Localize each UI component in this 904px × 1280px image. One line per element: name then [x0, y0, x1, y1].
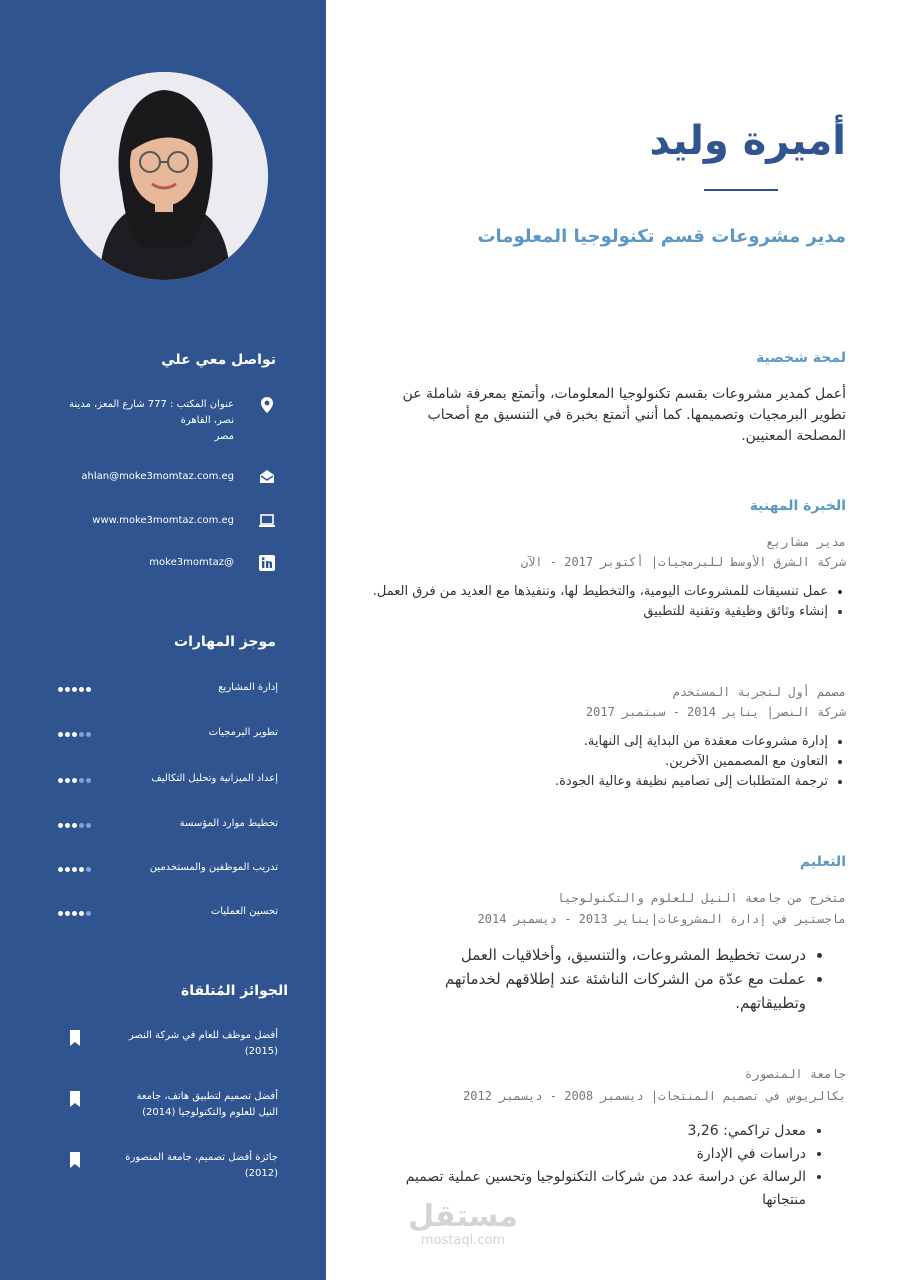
skill-dot	[65, 911, 70, 916]
profile-photo	[60, 72, 268, 280]
school-name: متخرج من جامعة النيل للعلوم والتكنولوجيا	[557, 891, 846, 905]
summary-text: أعمل كمدير مشروعات بقسم تكنولوجيا المعلومات، وأتمتع بمعرفة شاملة عن تطوير البرمجيات وتصميمها. كما أنني أتمتع بخبرة في التنسيق مع أصحاب المصلحة المعنيين.	[402, 386, 846, 444]
skill-dot	[86, 778, 91, 783]
contact-heading: تواصل معي علي	[161, 352, 276, 368]
job-role: مصمم أول لتجربة المستخدم	[672, 685, 846, 699]
profile-title: مدير مشروعات قسم تكنولوجيا المعلومات	[477, 226, 846, 247]
laptop-icon	[258, 512, 276, 530]
watermark	[398, 1200, 528, 1248]
school-degree: بكالريوس في تصميم المنتجات| ديسمبر 2008 - ديسمبر 2012	[463, 1089, 846, 1103]
skill-dot	[79, 823, 84, 828]
list-item: • إنشاء وثائق وظيفية وتقنية للتطبيق	[358, 602, 828, 622]
skill-dot	[65, 687, 70, 692]
skill-dot	[58, 911, 63, 916]
skill-dot	[65, 867, 70, 872]
email-icon	[258, 468, 276, 486]
award-line: النيل للعلوم والتكنولوجيا (2014)	[142, 1107, 278, 1118]
profile-name: أميرة وليد	[649, 118, 846, 164]
main-content	[326, 0, 904, 1280]
sidebar	[0, 0, 326, 1280]
skill-dot	[86, 867, 91, 872]
award-text	[103, 1028, 278, 1060]
skill-dot	[72, 778, 77, 783]
list-item: • عمل تنسيقات للمشروعات اليومية، والتخطيط لها، وتنفيذها مع العديد من فرق العمل.	[358, 582, 828, 602]
skill-dot	[72, 867, 77, 872]
linkedin-icon	[258, 554, 276, 572]
skill-name: تدريب الموظفين والمستخدمين	[149, 862, 278, 873]
school-degree: ماجستير في إدارة المشروعات|يناير 2013 - ديسمبر 2014	[477, 912, 846, 926]
award-text	[103, 1089, 278, 1121]
bookmark-icon	[70, 1152, 80, 1168]
award-line: جائزة أفضل تصميم، جامعة المنصورة	[125, 1152, 278, 1163]
list-item: • إدارة مشروعات معقدة من البداية إلى النهاية.	[358, 732, 828, 752]
school-bullets	[376, 943, 824, 1015]
skill-level-dots	[58, 778, 93, 784]
list-item: • دراسات في الإدارة	[366, 1143, 806, 1166]
award-line: أفضل موظف للعام في شركة النصر	[128, 1030, 278, 1041]
skill-dot	[65, 823, 70, 828]
summary-heading: لمحة شخصية	[756, 350, 846, 366]
skill-dot	[58, 867, 63, 872]
watermark-latin: mostaql.com	[420, 1233, 506, 1248]
award-text	[103, 1150, 278, 1182]
linkedin-handle[interactable]: moke3momtaz@	[149, 557, 234, 568]
list-item: • عملت مع عدّة من الشركات الناشئة عند إطلاقهم لخدماتهم وتطبيقاتهم.	[376, 967, 806, 1015]
list-item: • درست تخطيط المشروعات، والتنسيق، وأخلاقيات العمل	[376, 943, 806, 967]
skill-level-dots	[58, 911, 93, 917]
contact-address-text	[34, 397, 234, 445]
skill-dot	[58, 778, 63, 783]
awards-heading: الجوائز المُتلقاة	[180, 983, 288, 999]
location-pin-icon	[258, 396, 276, 414]
award-line: (2015)	[244, 1046, 278, 1057]
skill-dot	[65, 778, 70, 783]
contact-email[interactable]	[36, 468, 276, 518]
skill-dot	[86, 911, 91, 916]
job-company: شركة الشرق الأوسط للبرمجيات| أكتوبر 2017 - الآن	[520, 555, 846, 569]
skill-dot	[58, 687, 63, 692]
skill-dot	[58, 823, 63, 828]
list-item: • ترجمة المتطلبات إلى تصاميم نظيفة وعالية الجودة.	[358, 772, 828, 792]
skill-dot	[79, 732, 84, 737]
list-item: • معدل تراكمي: 3,26	[366, 1120, 806, 1143]
skill-row	[58, 682, 278, 698]
skill-dot	[58, 732, 63, 737]
skill-name: تخطيط موارد المؤسسة	[179, 818, 278, 829]
bookmark-icon	[70, 1091, 80, 1107]
contact-address-line: عنوان المكتب : 777 شارع المعز، مدينة	[69, 399, 234, 410]
skills-heading: موجز المهارات	[174, 634, 276, 650]
skill-row	[58, 862, 278, 878]
contact-address-line: مصر	[214, 431, 234, 442]
contact-linkedin[interactable]	[36, 554, 276, 604]
job-company: شركة النصر| يناير 2014 - سبتمبر 2017	[585, 705, 846, 719]
skill-level-dots	[58, 867, 93, 873]
skill-dot	[79, 687, 84, 692]
skill-name: تطوير البرمجيات	[208, 727, 278, 738]
skill-dot	[65, 732, 70, 737]
skill-name: تحسين العمليات	[210, 906, 278, 917]
skill-dot	[86, 823, 91, 828]
award-line: أفضل تصميم لتطبيق هاتف، جامعة	[136, 1091, 278, 1102]
award-line: (2012)	[244, 1168, 278, 1179]
skill-level-dots	[58, 823, 93, 829]
experience-heading: الخبرة المهنية	[749, 498, 846, 514]
skill-dot	[79, 778, 84, 783]
skill-row	[58, 727, 278, 743]
skill-dot	[79, 911, 84, 916]
list-item: • التعاون مع المصممين الآخرين.	[358, 752, 828, 772]
list-item: • الرسالة عن دراسة عدد من شركات التكنولوجيا وتحسين عملية تصميم منتجاتها	[366, 1166, 806, 1212]
skill-dot	[72, 823, 77, 828]
watermark-arabic: مستقل	[408, 1199, 518, 1234]
skill-name: إدارة المشاريع	[218, 682, 278, 693]
skill-dot	[72, 732, 77, 737]
skill-dot	[72, 687, 77, 692]
skill-name: إعداد الميزانية وتحليل التكاليف	[151, 773, 278, 784]
skill-level-dots	[58, 732, 93, 738]
skill-row	[58, 818, 278, 834]
name-divider	[704, 189, 778, 191]
education-heading: التعليم	[799, 854, 846, 870]
job-bullets	[358, 582, 846, 622]
skill-dot	[86, 687, 91, 692]
job-role: مدير مشاريع	[766, 535, 846, 549]
school-name: جامعة المنصورة	[744, 1067, 846, 1081]
skill-row	[58, 773, 278, 789]
job-bullets	[358, 732, 846, 792]
contact-address-line: نصر، القاهرة	[180, 415, 234, 426]
skill-dot	[86, 732, 91, 737]
profile-photo-illustration	[60, 72, 268, 280]
skill-row	[58, 906, 278, 922]
skill-dot	[72, 911, 77, 916]
email-address[interactable]: ahlan@moke3momtaz.com.eg	[81, 471, 234, 482]
bookmark-icon	[70, 1030, 80, 1046]
skill-level-dots	[58, 687, 93, 693]
website-url[interactable]: www.moke3momtaz.com.eg	[92, 515, 234, 526]
skill-dot	[79, 867, 84, 872]
contact-address	[36, 396, 276, 446]
